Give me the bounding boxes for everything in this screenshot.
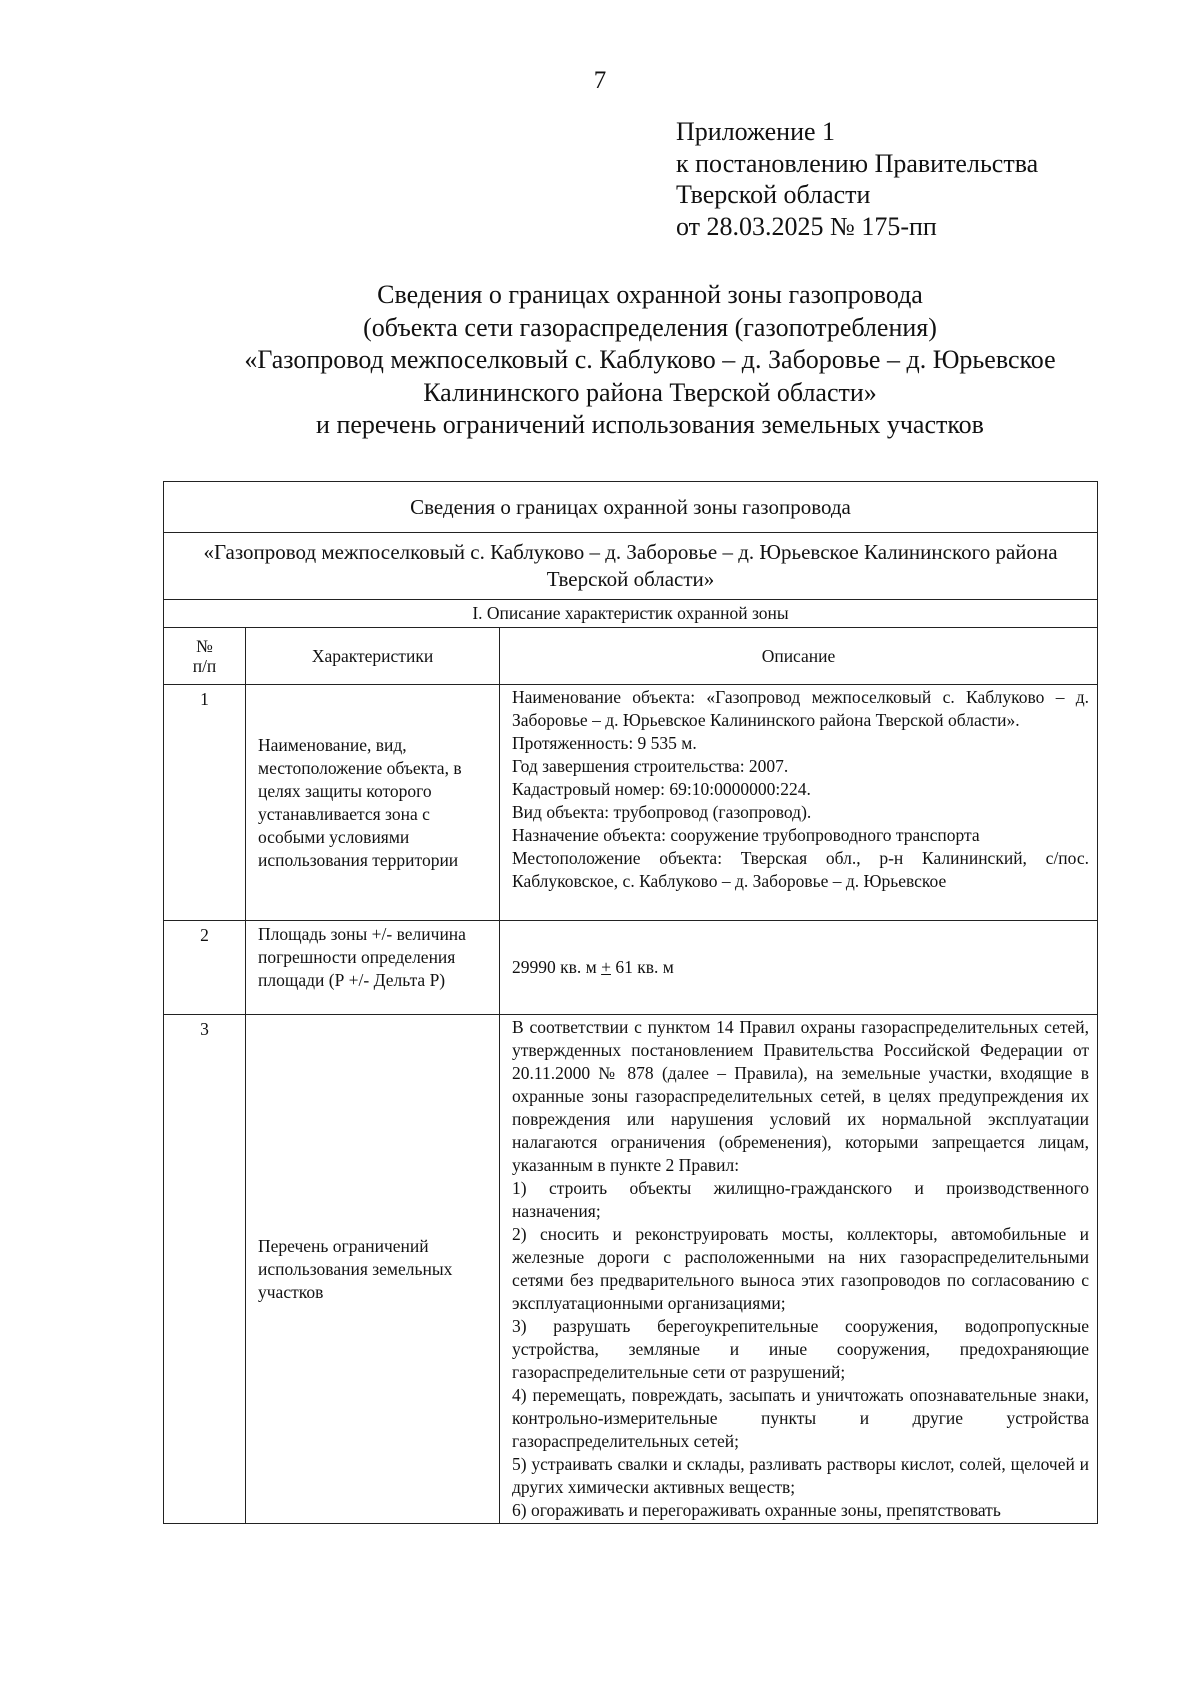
title-line: и перечень ограничений использования земельных участков xyxy=(316,410,984,439)
description-line: Кадастровый номер: 69:10:0000000:224. xyxy=(512,779,811,799)
table-section-title: I. Описание характеристик охранной зоны xyxy=(164,600,1098,628)
area-value: 29990 кв. м xyxy=(512,957,597,977)
appendix-line: от 28.03.2025 № 175-пп xyxy=(676,211,937,241)
appendix-line: Приложение 1 xyxy=(676,117,836,146)
page-number: 7 xyxy=(593,67,607,94)
title-line: (объекта сети газораспределения (газопотребления) xyxy=(363,312,937,342)
table-header: Сведения о границах охранной зоны газопровода xyxy=(164,482,1098,533)
area-plus-minus: + xyxy=(601,957,611,977)
title-line: «Газопровод межпоселковый с. Каблуково – д. Заборовье – д. Юрьевское xyxy=(244,345,1056,374)
appendix-line: Тверской области xyxy=(676,180,871,209)
description-paragraph: 5) устраивать свалки и склады, разливать растворы кислот, солей, щелочей и других химически активных веществ; xyxy=(512,1454,1090,1497)
zone-info-table xyxy=(163,481,1098,1524)
row-number: 3 xyxy=(164,1015,246,1524)
column-header-number-line: п/п xyxy=(192,656,217,676)
table-row xyxy=(164,1015,1098,1524)
document-title xyxy=(100,279,1200,442)
row-number: 2 xyxy=(164,921,246,1015)
description-paragraph: 3) разрушать берегоукрепительные сооружения, водопропускные устройства, земляные и иные сооружения, предохраняющие газораспределительные сети от разрушений; xyxy=(512,1316,1090,1382)
appendix-block xyxy=(676,116,1038,242)
table-object-name: «Газопровод межпоселковый с. Каблуково – д. Заборовье – д. Юрьевское Калининского района Тверской области» xyxy=(164,533,1098,600)
description-line: Наименование объекта: «Газопровод межпоселковый с. Каблуково – д. Заборовье – д. Юрьевское Калининского района Тверской области». xyxy=(512,687,1090,730)
row-number: 1 xyxy=(164,685,246,921)
title-line: Калининского района Тверской области» xyxy=(423,377,877,407)
row-description xyxy=(500,1015,1098,1524)
row-characteristic: Перечень ограничений использования земельных участков xyxy=(246,1015,500,1524)
description-line: Местоположение объекта: Тверская обл., р-н Калининский, с/пос. Каблуковское, с. Каблуково – д. Заборовье – д. Юрьевское xyxy=(512,848,1090,891)
description-paragraph: 1) строить объекты жилищно-гражданского и производственного назначения; xyxy=(512,1178,1090,1221)
column-header-characteristics: Характеристики xyxy=(246,628,500,685)
column-header-description: Описание xyxy=(500,628,1098,685)
title-line: Сведения о границах охранной зоны газопровода xyxy=(377,280,923,309)
description-paragraph: В соответствии с пунктом 14 Правил охраны газораспределительных сетей, утвержденных постановлением Правительства Российской Федерации от 20.11.2000 № 878 (далее – Правила), на земельные участки, входящие в охранные зоны газораспределительных сетей, в целях предупреждения их повреждения или нарушения условий их нормальной эксплуатации налагаются ограничения (обременения), которыми запрещается лицам, указанным в пункте 2 Правил: xyxy=(512,1017,1090,1175)
description-line: Протяженность: 9 535 м. xyxy=(512,733,697,753)
table-row xyxy=(164,921,1098,1015)
description-paragraph: 2) сносить и реконструировать мосты, коллекторы, автомобильные и железные дороги с расположенными на них газораспределительными сетями без предварительного выноса этих газопроводов по согласованию с эксплуатационными организациями; xyxy=(512,1224,1090,1313)
column-header-number xyxy=(164,628,246,685)
appendix-line: к постановлению Правительства xyxy=(676,148,1039,178)
row-characteristic: Наименование, вид, местоположение объекта, в целях защиты которого устанавливается зона с особыми условиями использования территории xyxy=(246,685,500,921)
row-description xyxy=(500,685,1098,921)
area-error: 61 кв. м xyxy=(615,957,674,977)
description-paragraph: 4) перемещать, повреждать, засыпать и уничтожать опознавательные знаки, контрольно-измерительные пункты и другие устройства газораспределительных сетей; xyxy=(512,1385,1090,1451)
column-header-number-line: № xyxy=(196,636,213,656)
description-paragraph: 6) огораживать и перегораживать охранные зоны, препятствовать xyxy=(512,1500,1001,1520)
row-area xyxy=(500,921,1098,1015)
table-row xyxy=(164,685,1098,921)
description-line: Назначение объекта: сооружение трубопроводного транспорта xyxy=(512,825,980,845)
description-line: Год завершения строительства: 2007. xyxy=(512,756,789,776)
description-line: Вид объекта: трубопровод (газопровод). xyxy=(512,802,812,822)
row-characteristic: Площадь зоны +/- величина погрешности определения площади (Р +/- Дельта Р) xyxy=(246,921,500,1015)
